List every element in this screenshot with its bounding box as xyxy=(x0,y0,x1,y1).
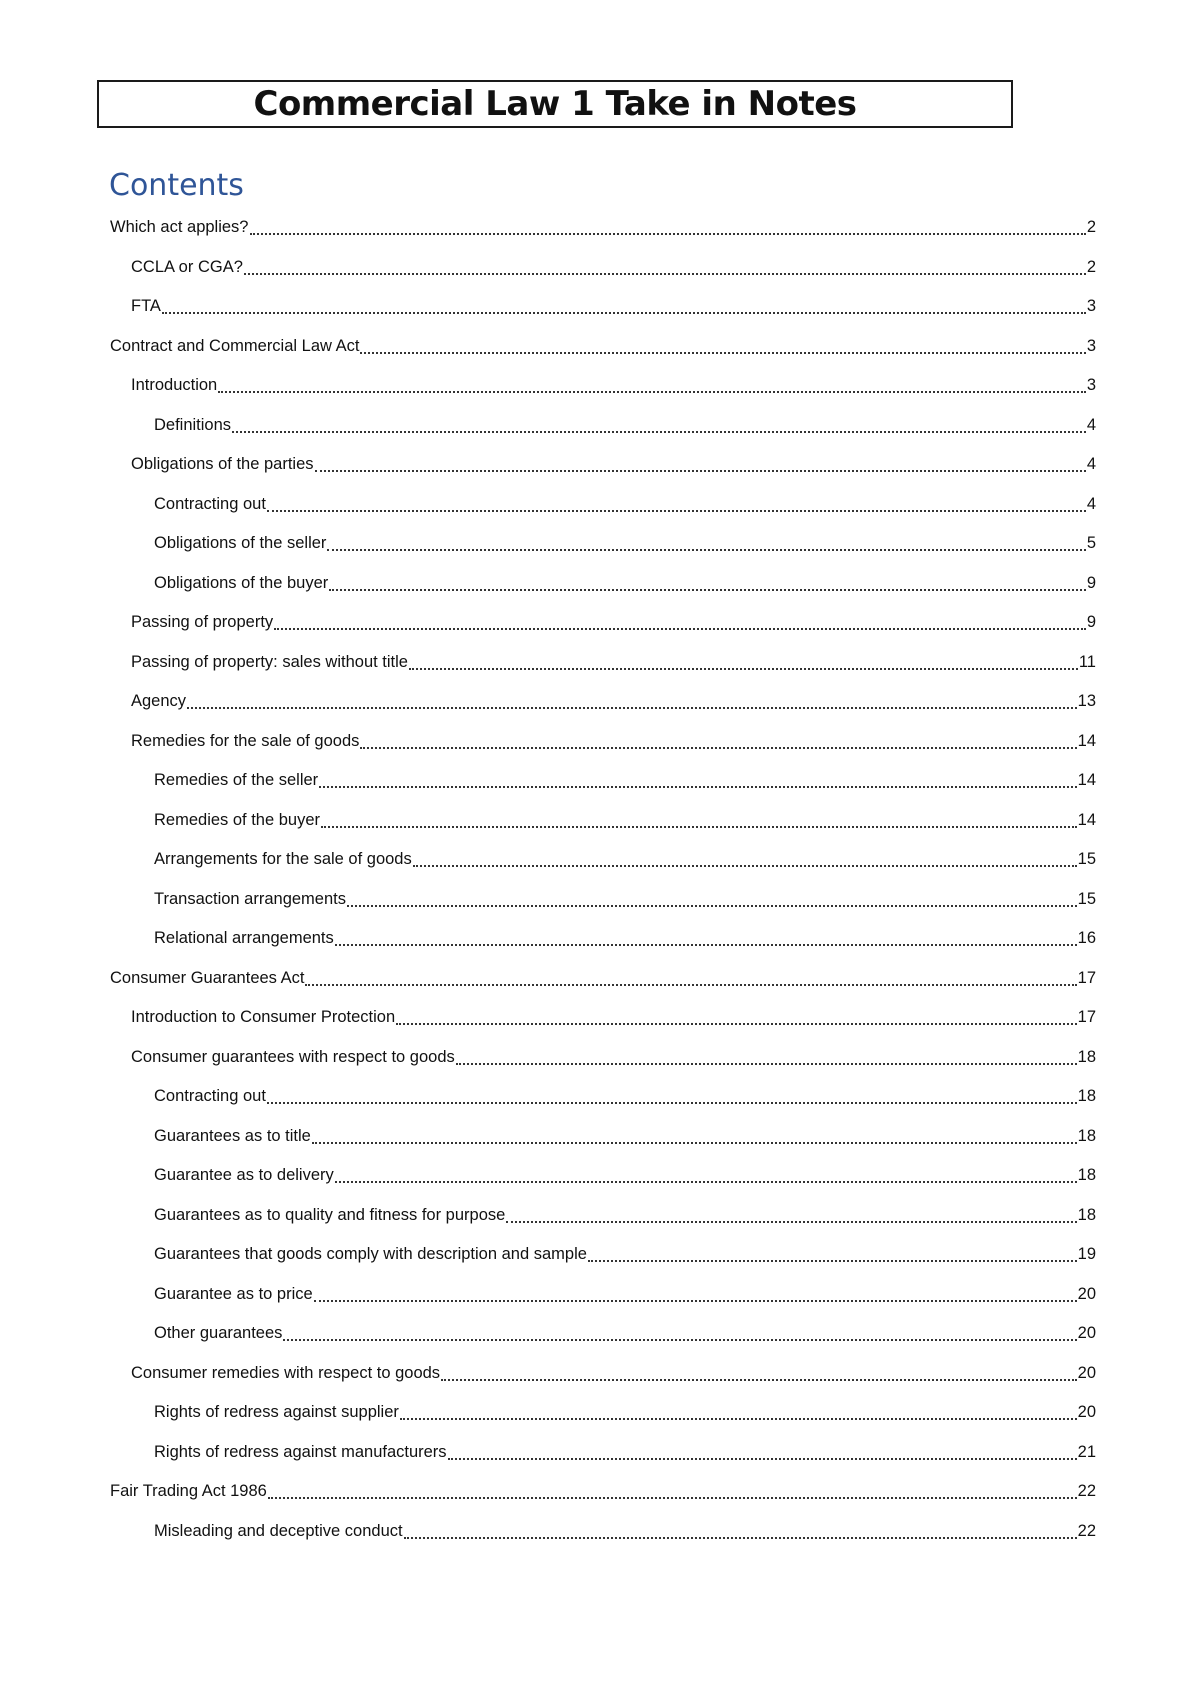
toc-entry-page-number: 11 xyxy=(1078,652,1096,671)
toc-dot-leader xyxy=(506,1220,1076,1223)
toc-entry-link[interactable] xyxy=(154,406,1096,446)
toc-entry-page-number: 3 xyxy=(1086,297,1096,316)
toc-entry[interactable] xyxy=(0,445,1200,485)
toc-entry-link[interactable] xyxy=(131,287,1096,327)
toc-entry-label: Remedies for the sale of goods xyxy=(131,731,360,750)
toc-entry[interactable] xyxy=(0,1117,1200,1157)
toc-entry-link[interactable] xyxy=(154,801,1096,841)
toc-dot-leader xyxy=(400,1417,1077,1420)
toc-entry-link[interactable] xyxy=(154,485,1096,525)
toc-entry-label: Consumer guarantees with respect to goods xyxy=(131,1047,455,1066)
toc-dot-leader xyxy=(267,1101,1077,1104)
contents-heading: Contents xyxy=(109,168,244,203)
toc-dot-leader xyxy=(441,1378,1077,1381)
toc-entry-page-number: 21 xyxy=(1077,1442,1096,1461)
toc-entry-label: FTA xyxy=(131,297,161,316)
toc-entry-link[interactable] xyxy=(110,1472,1096,1512)
toc-entry-label: Consumer Guarantees Act xyxy=(110,968,305,987)
toc-entry[interactable] xyxy=(0,248,1200,288)
toc-entry[interactable] xyxy=(0,1235,1200,1275)
toc-entry-link[interactable] xyxy=(131,1354,1096,1394)
toc-dot-leader xyxy=(267,509,1086,512)
toc-dot-leader xyxy=(283,1338,1076,1341)
toc-entry-label: Consumer remedies with respect to goods xyxy=(131,1363,441,1382)
toc-entry-link[interactable] xyxy=(154,840,1096,880)
toc-entry[interactable] xyxy=(0,327,1200,367)
toc-entry[interactable] xyxy=(0,366,1200,406)
toc-entry[interactable] xyxy=(0,801,1200,841)
toc-entry-link[interactable] xyxy=(154,1314,1096,1354)
toc-entry[interactable] xyxy=(0,919,1200,959)
toc-entry[interactable] xyxy=(0,1433,1200,1473)
toc-entry-label: Contract and Commercial Law Act xyxy=(110,336,360,355)
toc-entry-page-number: 18 xyxy=(1077,1087,1096,1106)
toc-entry-label: Contracting out xyxy=(154,494,266,513)
toc-entry-link[interactable] xyxy=(154,524,1096,564)
toc-entry-label: Which act applies? xyxy=(110,218,249,237)
toc-entry[interactable] xyxy=(0,840,1200,880)
toc-entry-label: Relational arrangements xyxy=(154,929,334,948)
toc-entry-link[interactable] xyxy=(131,722,1096,762)
toc-entry[interactable] xyxy=(0,1275,1200,1315)
toc-entry-link[interactable] xyxy=(131,366,1096,406)
toc-dot-leader xyxy=(312,1141,1077,1144)
toc-entry-page-number: 17 xyxy=(1077,968,1096,987)
toc-entry-page-number: 4 xyxy=(1086,494,1096,513)
toc-entry[interactable] xyxy=(0,682,1200,722)
toc-entry-link[interactable] xyxy=(154,1275,1096,1315)
toc-entry-page-number: 19 xyxy=(1077,1245,1096,1264)
toc-entry-label: Guarantees as to title xyxy=(154,1126,311,1145)
toc-entry-page-number: 4 xyxy=(1086,455,1096,474)
toc-entry[interactable] xyxy=(0,1393,1200,1433)
toc-entry[interactable] xyxy=(0,406,1200,446)
toc-entry[interactable] xyxy=(0,1354,1200,1394)
toc-dot-leader xyxy=(409,667,1078,670)
toc-entry-link[interactable] xyxy=(154,1433,1096,1473)
toc-entry-page-number: 2 xyxy=(1086,257,1096,276)
toc-entry-label: Remedies of the buyer xyxy=(154,810,321,829)
toc-entry-label: Arrangements for the sale of goods xyxy=(154,850,412,869)
toc-dot-leader xyxy=(396,1022,1077,1025)
toc-entry-label: Other guarantees xyxy=(154,1324,283,1343)
toc-entry-link[interactable] xyxy=(154,564,1096,604)
toc-entry-page-number: 18 xyxy=(1077,1166,1096,1185)
toc-entry[interactable] xyxy=(0,1077,1200,1117)
toc-entry-page-number: 15 xyxy=(1077,889,1096,908)
toc-entry-link[interactable] xyxy=(154,919,1096,959)
toc-entry-link[interactable] xyxy=(154,761,1096,801)
toc-dot-leader xyxy=(335,1180,1077,1183)
toc-entry[interactable] xyxy=(0,1512,1200,1552)
toc-dot-leader xyxy=(327,548,1085,551)
toc-entry[interactable] xyxy=(0,1196,1200,1236)
toc-dot-leader xyxy=(319,785,1076,788)
toc-entry[interactable] xyxy=(0,287,1200,327)
toc-entry-label: Transaction arrangements xyxy=(154,889,346,908)
toc-dot-leader xyxy=(404,1536,1077,1539)
toc-entry[interactable] xyxy=(0,880,1200,920)
toc-entry-label: Definitions xyxy=(154,415,232,434)
toc-dot-leader xyxy=(268,1496,1077,1499)
toc-dot-leader xyxy=(588,1259,1077,1262)
toc-entry-label: Guarantee as to price xyxy=(154,1284,313,1303)
toc-entry-page-number: 22 xyxy=(1077,1482,1096,1501)
toc-entry[interactable] xyxy=(0,208,1200,248)
toc-entry[interactable] xyxy=(0,564,1200,604)
toc-entry-page-number: 22 xyxy=(1077,1521,1096,1540)
toc-dot-leader xyxy=(360,351,1085,354)
toc-entry-link[interactable] xyxy=(110,959,1096,999)
toc-entry-link[interactable] xyxy=(154,1512,1096,1552)
toc-entry-page-number: 20 xyxy=(1077,1324,1096,1343)
toc-dot-leader xyxy=(448,1457,1077,1460)
table-of-contents xyxy=(0,208,1200,1551)
toc-dot-leader xyxy=(274,627,1086,630)
toc-entry-page-number: 2 xyxy=(1086,218,1096,237)
toc-entry[interactable] xyxy=(0,1314,1200,1354)
toc-entry-label: Obligations of the parties xyxy=(131,455,314,474)
toc-entry[interactable] xyxy=(0,761,1200,801)
toc-dot-leader xyxy=(244,272,1086,275)
toc-dot-leader xyxy=(456,1062,1077,1065)
toc-entry-page-number: 20 xyxy=(1077,1284,1096,1303)
toc-dot-leader xyxy=(218,390,1086,393)
toc-dot-leader xyxy=(250,232,1086,235)
toc-entry-link[interactable] xyxy=(131,248,1096,288)
toc-entry-label: Introduction to Consumer Protection xyxy=(131,1008,396,1027)
toc-entry-label: Passing of property xyxy=(131,613,274,632)
toc-entry-label: CCLA or CGA? xyxy=(131,257,243,276)
toc-entry-link[interactable] xyxy=(154,1393,1096,1433)
toc-entry-link[interactable] xyxy=(154,1117,1096,1157)
toc-entry-label: Rights of redress against manufacturers xyxy=(154,1442,447,1461)
toc-dot-leader xyxy=(360,746,1076,749)
toc-entry-page-number: 14 xyxy=(1077,810,1096,829)
toc-entry-label: Obligations of the buyer xyxy=(154,573,329,592)
toc-entry[interactable] xyxy=(0,722,1200,762)
toc-dot-leader xyxy=(305,983,1076,986)
toc-entry-page-number: 9 xyxy=(1086,613,1096,632)
toc-entry-page-number: 18 xyxy=(1077,1047,1096,1066)
toc-entry[interactable] xyxy=(0,524,1200,564)
toc-entry-page-number: 13 xyxy=(1077,692,1096,711)
toc-entry-page-number: 3 xyxy=(1086,336,1096,355)
toc-entry[interactable] xyxy=(0,1472,1200,1512)
toc-entry-label: Rights of redress against supplier xyxy=(154,1403,399,1422)
toc-dot-leader xyxy=(162,311,1086,314)
toc-entry-link[interactable] xyxy=(154,1156,1096,1196)
toc-dot-leader xyxy=(329,588,1086,591)
toc-entry-link[interactable] xyxy=(154,1196,1096,1236)
toc-dot-leader xyxy=(321,825,1077,828)
toc-entry-link[interactable] xyxy=(110,208,1096,248)
toc-entry-page-number: 14 xyxy=(1077,731,1096,750)
toc-dot-leader xyxy=(413,864,1077,867)
toc-entry-page-number: 15 xyxy=(1077,850,1096,869)
toc-entry-label: Passing of property: sales without title xyxy=(131,652,408,671)
toc-entry-link[interactable] xyxy=(131,643,1096,683)
toc-entry-link[interactable] xyxy=(131,682,1096,722)
toc-entry-link[interactable] xyxy=(131,998,1096,1038)
document-title: Commercial Law 1 Take in Notes xyxy=(97,80,1013,128)
toc-entry-link[interactable] xyxy=(154,1077,1096,1117)
toc-entry[interactable] xyxy=(0,959,1200,999)
toc-entry-label: Misleading and deceptive conduct xyxy=(154,1521,403,1540)
toc-entry-label: Guarantees as to quality and fitness for purpose xyxy=(154,1205,506,1224)
toc-entry[interactable] xyxy=(0,1038,1200,1078)
toc-entry-page-number: 18 xyxy=(1077,1205,1096,1224)
toc-entry[interactable] xyxy=(0,998,1200,1038)
toc-entry-link[interactable] xyxy=(154,880,1096,920)
toc-entry[interactable] xyxy=(0,603,1200,643)
toc-entry-label: Remedies of the seller xyxy=(154,771,319,790)
toc-entry-page-number: 20 xyxy=(1077,1363,1096,1382)
toc-entry-page-number: 4 xyxy=(1086,415,1096,434)
toc-dot-leader xyxy=(315,469,1086,472)
toc-dot-leader xyxy=(314,1299,1077,1302)
toc-entry-page-number: 14 xyxy=(1077,771,1096,790)
toc-entry-page-number: 18 xyxy=(1077,1126,1096,1145)
toc-entry-link[interactable] xyxy=(131,445,1096,485)
toc-dot-leader xyxy=(347,904,1077,907)
toc-entry-label: Obligations of the seller xyxy=(154,534,327,553)
toc-entry-label: Fair Trading Act 1986 xyxy=(110,1482,267,1501)
toc-entry-label: Agency xyxy=(131,692,187,711)
toc-entry-page-number: 16 xyxy=(1077,929,1096,948)
toc-dot-leader xyxy=(335,943,1077,946)
toc-entry-page-number: 20 xyxy=(1077,1403,1096,1422)
toc-entry-page-number: 17 xyxy=(1077,1008,1096,1027)
toc-dot-leader xyxy=(187,706,1077,709)
toc-entry-label: Guarantees that goods comply with description and sample xyxy=(154,1245,587,1264)
toc-entry[interactable] xyxy=(0,1156,1200,1196)
toc-entry[interactable] xyxy=(0,643,1200,683)
toc-entry-label: Contracting out xyxy=(154,1087,266,1106)
toc-entry-link[interactable] xyxy=(154,1235,1096,1275)
toc-entry[interactable] xyxy=(0,485,1200,525)
toc-entry-label: Introduction xyxy=(131,376,218,395)
toc-entry-page-number: 5 xyxy=(1086,534,1096,553)
toc-entry-link[interactable] xyxy=(110,327,1096,367)
toc-entry-page-number: 3 xyxy=(1086,376,1096,395)
toc-entry-link[interactable] xyxy=(131,1038,1096,1078)
toc-entry-page-number: 9 xyxy=(1086,573,1096,592)
toc-entry-label: Guarantee as to delivery xyxy=(154,1166,334,1185)
toc-entry-link[interactable] xyxy=(131,603,1096,643)
toc-dot-leader xyxy=(232,430,1086,433)
